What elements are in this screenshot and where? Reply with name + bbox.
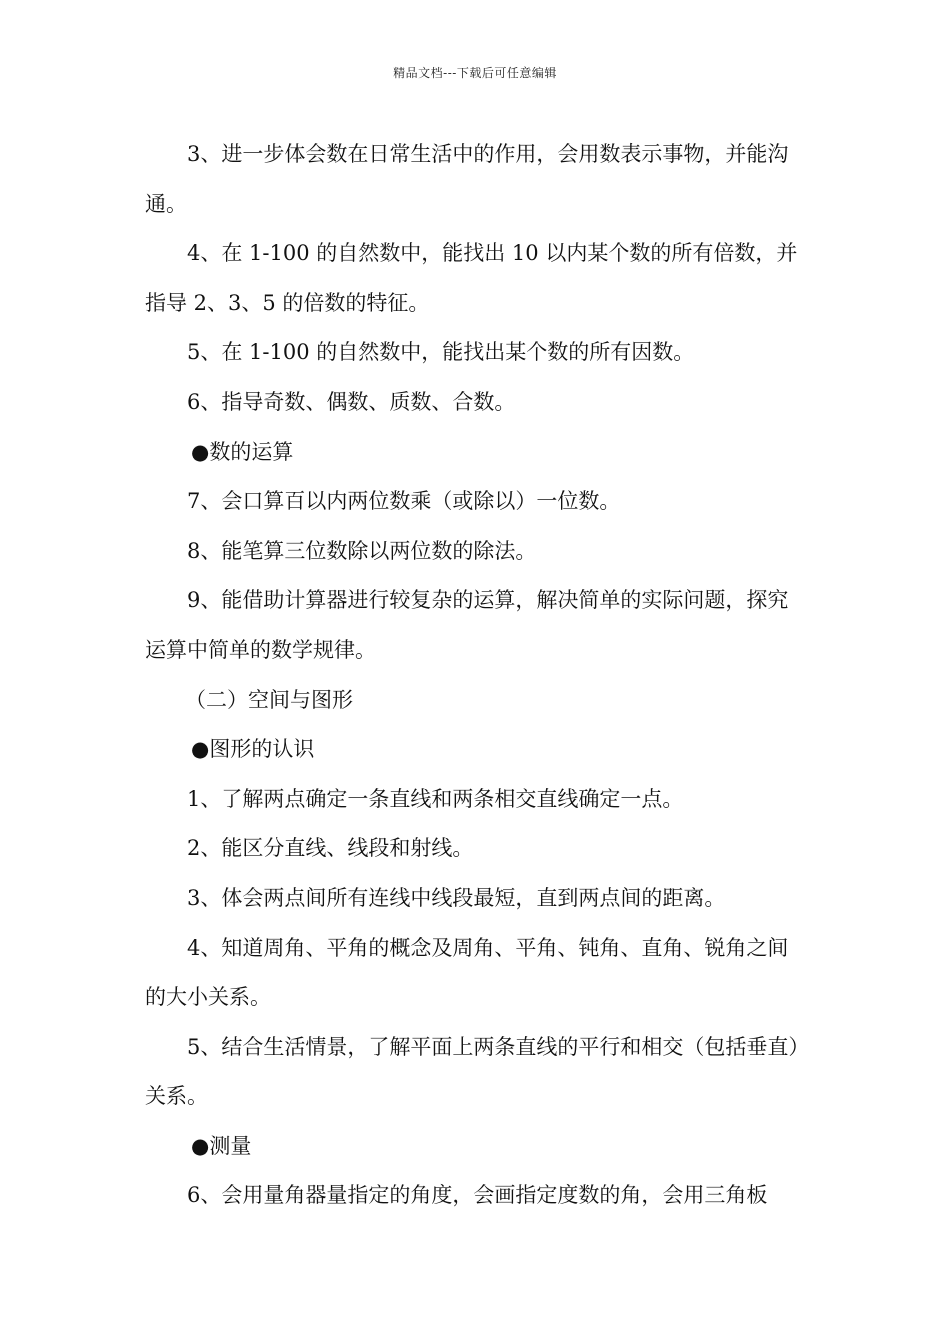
page-header: 精品文档---下载后可任意编辑 <box>393 66 557 80</box>
paragraph-item: 6、指导奇数、偶数、质数、合数。 <box>187 389 516 414</box>
bullet-heading: ●图形的认识 <box>191 737 315 762</box>
paragraph-item: 4、在 1-100 的自然数中，能找出 10 以内某个数的所有倍数，并指导 2、3、5 的倍数的特征。 <box>145 241 798 315</box>
section-heading: （二）空间与图形 <box>185 687 353 712</box>
paragraph-item: 1、了解两点确定一条直线和两条相交直线确定一点。 <box>187 786 684 811</box>
paragraph-item: 3、进一步体会数在日常生活中的作用，会用数表示事物，并能沟通。 <box>145 142 789 216</box>
paragraph-item: 5、在 1-100 的自然数中，能找出某个数的所有因数。 <box>187 340 695 365</box>
bullet-heading: ●测量 <box>191 1133 252 1158</box>
paragraph-item: 3、体会两点间所有连线中线段最短，直到两点间的距离。 <box>187 885 726 910</box>
paragraph-item: 5、结合生活情景，了解平面上两条直线的平行和相交（包括垂直）关系。 <box>145 1034 799 1109</box>
document-body <box>145 130 807 1221</box>
bullet-heading: ●数的运算 <box>191 439 294 464</box>
paragraph-item: 2、能区分直线、线段和射线。 <box>187 836 474 861</box>
paragraph-item: 8、能笔算三位数除以两位数的除法。 <box>187 538 537 563</box>
paragraph-item: 7、会口算百以内两位数乘（或除以）一位数。 <box>187 489 621 514</box>
paragraph-item: 6、会用量角器量指定的角度，会画指定度数的角，会用三角板 <box>187 1183 768 1208</box>
paragraph-item: 9、能借助计算器进行较复杂的运算，解决简单的实际问题，探究运算中简单的数学规律。 <box>145 588 789 662</box>
paragraph-item: 4、知道周角、平角的概念及周角、平角、钝角、直角、锐角之间的大小关系。 <box>145 935 789 1010</box>
